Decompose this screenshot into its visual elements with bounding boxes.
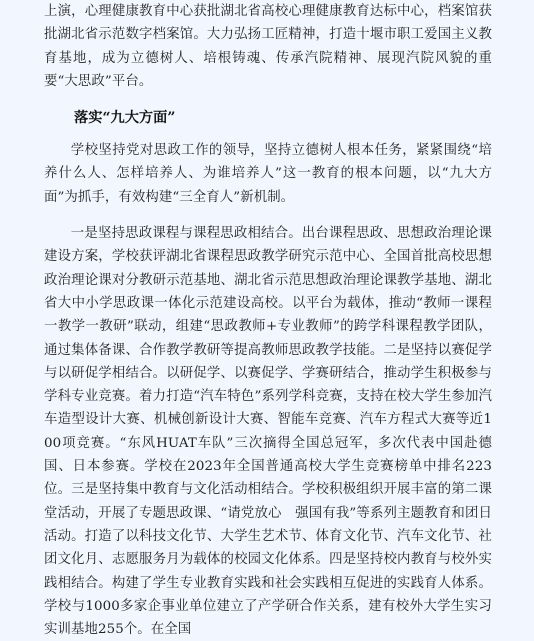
intro-paragraph: 上演，心理健康教育中心获批湖北省高校心理健康教育达标中心，档案馆获批湖北省示范数字档案馆。大力弘扬工匠精神，打造十堰市职工爱国主义教育基地，成为立德树人、培根铸魂、传承汽院精神、展现汽院风貌的重要“大思政”平台。 [44,4,492,89]
body-paragraph-nine-aspects: 一是坚持思政课程与课程思政相结合。出台课程思政、思想政治理论课建设方案，学校获评湖北省课程思政教学研究示范中心、全国首批高校思想政治理论课对分教研示范基地、湖北省示范思想政治理论课教学基地、湖北省大中小学思政课一体化示范建设高校。以平台为载体，推动“教师一课程一教学一教研”联动，组建“思政教师+专业教师”的跨学科课程教学团队，通过集体备课、合作教学教研等提高教师思政教学技能。二是坚持以赛促学与以研促学相结合。以研促学、以赛促学、学赛研结合，推动学生积极参与学科专业竞赛。着力打造“汽车特色”系列学科竞赛，支持在校大学生参加汽车造型设计大赛、机械创新设计大赛、智能车竞赛、汽车方程式大赛等近100项竞赛。“东风HUAT车队”三次摘得全国总冠军，多次代表中国赴德国、日本参赛。学校在2023年全国普通高校大学生竞赛榜单中排名223位。三是坚持集中教育与文化活动相结合。学校积极组织开展丰富的第二课堂活动，开展了专题思政课、“请党放心 强国有我”等系列主题教育和团日活动。打造了以科技文化节、大学生艺术节、体育文化节、汽车文化节、社团文化月、志愿服务月为载体的校园文化体系。四是坚持校内教育与校外实践相结合。构建了学生专业教育实践和社会实践相互促进的实践育人体系。学校与1000多家企事业单位建立了产学研合作关系，建有校外大学生实习实训基地255个。在全国 [44,226,492,638]
section-heading: 落实“九大方面” [74,110,176,127]
body-paragraph-leadership: 学校坚持党对思政工作的领导，坚持立德树人根本任务，紧紧围绕“培养什么人、怎样培养人、为谁培养人”这一教育的根本问题，以“九大方面”为抓手，有效构建“三全育人”新机制。 [44,143,492,205]
